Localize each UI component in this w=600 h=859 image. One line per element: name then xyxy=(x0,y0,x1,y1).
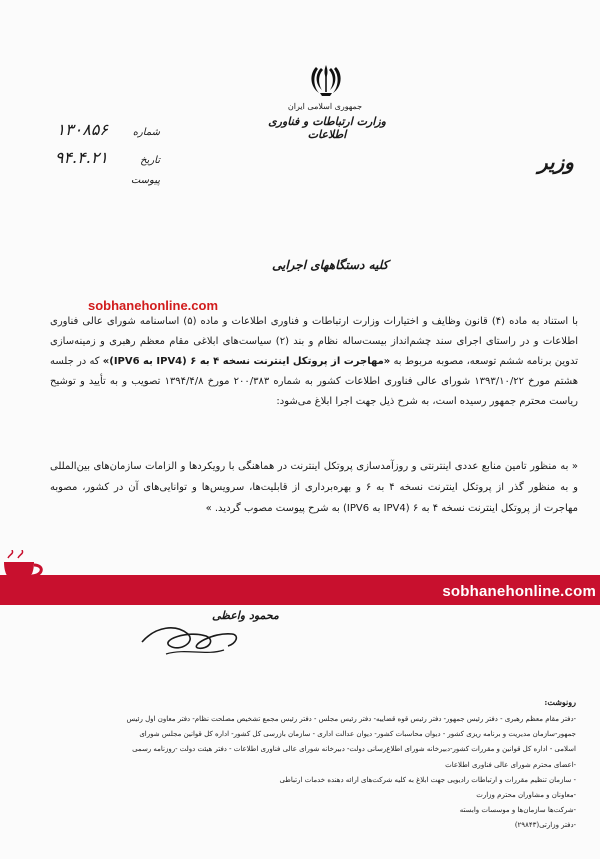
copy-line: -معاونان و مشاوران محترم وزارت xyxy=(476,791,576,800)
copy-line: جمهور-سازمان مدیریت و برنامه ریزی کشور - دیوان محاسبات کشور- دیوان عدالت اداری - سازمان بازرسی کل کشور- اداره کل قوانین مجلس شورای xyxy=(139,730,576,739)
body-part-1: با استناد به ماده (۴) قانون وظایف و اختیارات وزارت ارتباطات و فناوری اطلاعات و ماده (۵) اساسنامه شورای عالی فناوری اطلاعات و در راستای اجرای سند چشم‌انداز بیست‌ساله نظام و بند (۲) سیاست‌های ابلاغی مقام معظم رهبری و زمینه‌سازی تدوین برنامه ششم توسعه، مصوبه مربوط به xyxy=(50,316,578,367)
letter-date-row xyxy=(55,148,160,167)
resolution-quote: « به منظور تامین منابع عددی اینترنتی و روزآمدسازی پروتکل اینترنت در هماهنگی با رویکردها و الزامات سازمان‌های بین‌المللی و به منظور گذر از پروتکل اینترنت نسخه ۴ به ۶ و بهره‌برداری از قابلیت‌ها، سرویس‌ها و توانایی‌های آن در کشور، مصوبه مهاجرت از پروتکل اینترنت نسخه ۴ به ۶ (IPV4 به IPV6) به شرح پیوست مصوب گردید. » xyxy=(50,461,578,514)
date-label: تاریخ xyxy=(140,155,160,166)
minister-title: وزیر xyxy=(538,150,574,174)
copy-line: اسلامی - اداره کل قوانین و مقررات کشور-دبیرخانه شورای اطلاع‌رسانی دولت- دبیرخانه شورای عالی فناوری اطلاعات - دفتر هیئت دولت -روزنامه رسمی xyxy=(132,745,576,754)
copies-list xyxy=(24,712,576,834)
date-value: ۹۴.۴.۲۱ xyxy=(54,148,108,167)
copy-line: -دفتر مقام معظم رهبری - دفتر رئیس جمهور- دفتر رئیس قوه قضاییه- دفتر رئیس مجلس - دفتر رئیس مجمع تشخیص مصلحت نظام- دفتر معاون اول رئیس xyxy=(126,715,576,723)
copy-line: - سازمان تنظیم مقررات و ارتباطات رادیویی جهت ابلاغ به کلیه شرکت‌های ارائه دهنده خدمات ارتباطی xyxy=(279,775,576,784)
attachment-label: پیوست xyxy=(130,175,160,186)
copies-title: رونوشت: xyxy=(544,697,576,707)
attachment-row xyxy=(116,175,160,186)
body-part-2: که در جلسه هشتم مورخ ۱۳۹۳/۱۰/۲۲ شورای عالی فناوری اطلاعات کشور به شماره ۲۰۰/۳۸۳ مورخ ۱۳۹۴/۴/۸ تصویب و به تأیید و توشیح ریاست محترم جمهور رسیده است، به شرح ذیل جهت اجرا ابلاغ می‌شود: xyxy=(50,356,578,407)
number-value: ۱۳۰۸۵۶ xyxy=(56,120,108,139)
copy-line: -شرکت‌ها سازمان‌ها و موسسات وابسته xyxy=(459,806,576,815)
signature-image xyxy=(136,620,246,660)
iran-emblem-icon xyxy=(309,62,343,98)
watermark-top: sobhanehonline.com xyxy=(88,298,219,313)
copy-line: -اعضای محترم شورای عالی فناوری اطلاعات xyxy=(445,760,576,769)
letter-number-row xyxy=(56,120,160,139)
ministry-name: وزارت ارتباطات و فناوری اطلاعات xyxy=(268,115,386,141)
recipient: کلیه دستگاههای اجرایی xyxy=(272,258,389,272)
republic-name: جمهوری اسلامی ایران xyxy=(287,102,363,111)
letter-body xyxy=(50,312,578,412)
watermark-band-url: sobhanehonline.com xyxy=(442,583,596,600)
signatory-name: محمود واعظی xyxy=(212,609,279,622)
number-label: شماره xyxy=(132,127,160,138)
body-highlight: «مهاجرت از پروتکل اینترنت نسخه ۴ به ۶ (IPV4 به IPV6)» xyxy=(102,356,391,367)
copy-line: -دفتر وزارتی(۲۹۸۴۳) xyxy=(514,821,576,830)
